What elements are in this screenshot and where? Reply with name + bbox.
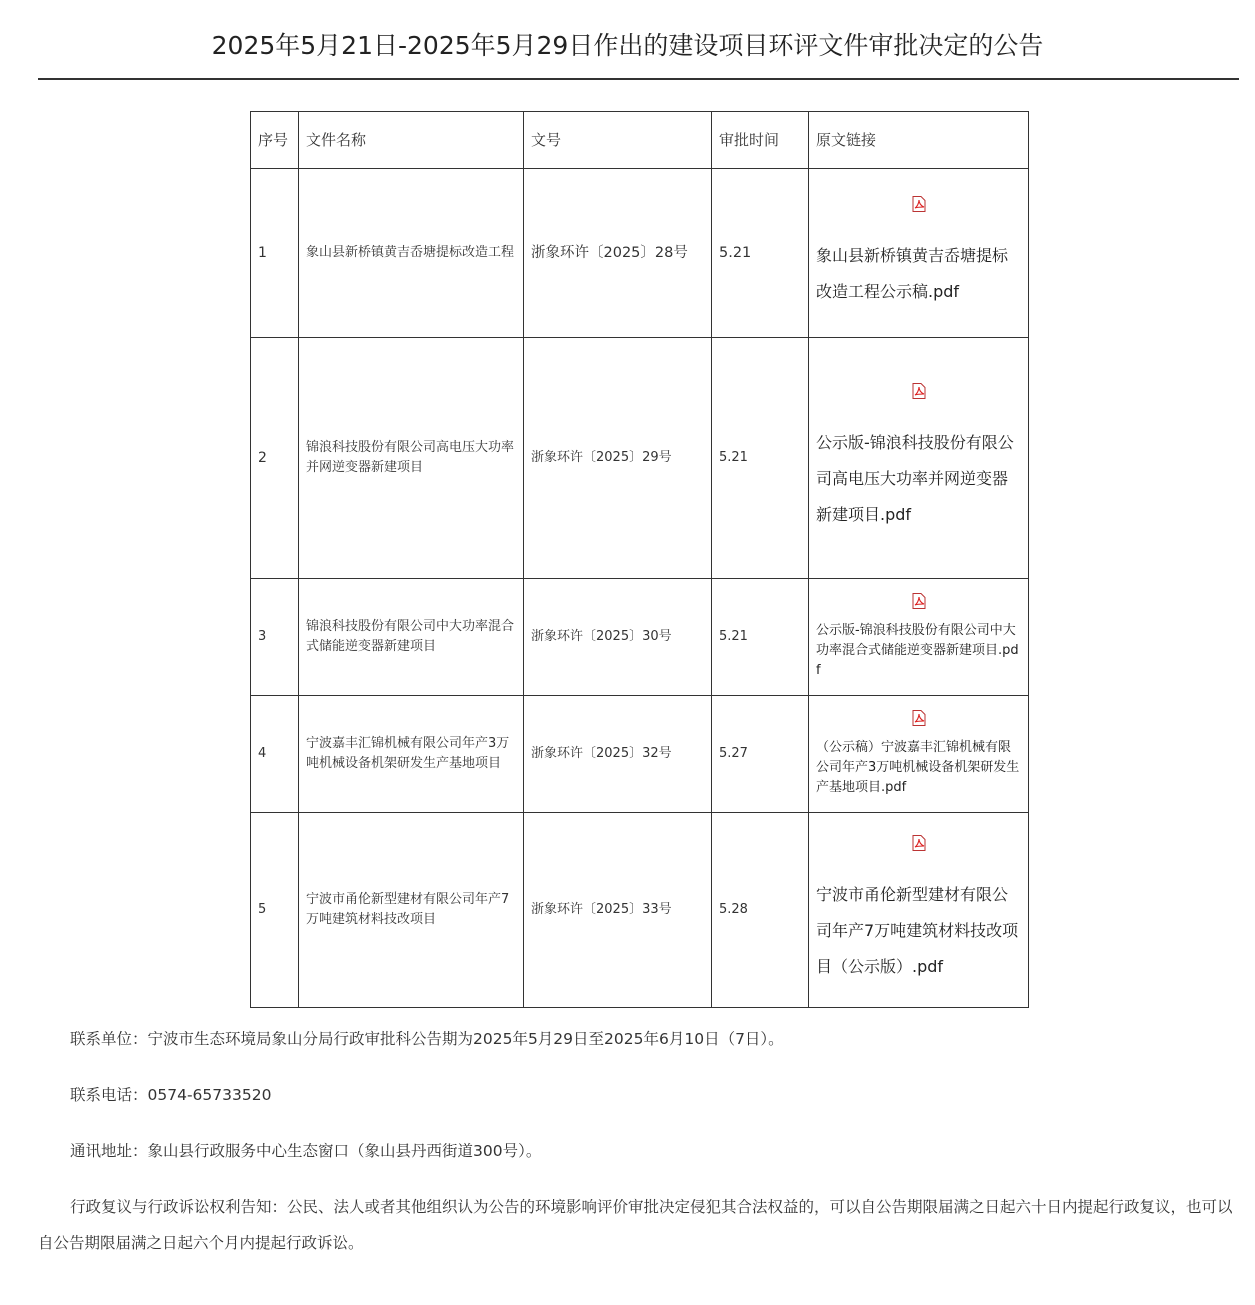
pdf-link[interactable]: 象山县新桥镇黄吉岙塘提标改造工程公示稿.pdf	[816, 246, 1009, 301]
header-link: 原文链接	[809, 112, 1029, 169]
pdf-link[interactable]: （公示稿）宁波嘉丰汇锦机械有限公司年产3万吨机械设备机架研发生产基地项目.pdf	[816, 740, 1020, 795]
row-date: 5.21	[712, 169, 809, 338]
row-date: 5.28	[712, 813, 809, 1008]
row-no: 5	[251, 813, 299, 1008]
rights-notice: 行政复议与行政诉讼权利告知：公民、法人或者其他组织认为公告的环境影响评价审批决定侵犯其合法权益的，可以自公告期限届满之日起六十日内提起行政复议，也可以自公告期限届满之日起六个月内提起行政诉讼。	[38, 1198, 1233, 1252]
row-link-cell	[809, 696, 1029, 813]
row-doc-no: 浙象环许〔2025〕28号	[524, 169, 712, 338]
table-row	[251, 169, 1029, 338]
row-doc-no: 浙象环许〔2025〕33号	[524, 813, 712, 1008]
row-link-cell	[809, 338, 1029, 579]
row-name: 锦浪科技股份有限公司高电压大功率并网逆变器新建项目	[299, 338, 524, 579]
header-name: 文件名称	[299, 112, 524, 169]
pdf-link[interactable]: 宁波市甬伦新型建材有限公司年产7万吨建筑材料技改项目（公示版）.pdf	[816, 885, 1019, 976]
contact-address: 通讯地址：象山县行政服务中心生态窗口（象山县丹西街道300号）。	[70, 1142, 542, 1160]
pdf-file-icon[interactable]	[912, 710, 926, 726]
row-no: 2	[251, 338, 299, 579]
page-title: 2025年5月21日-2025年5月29日作出的建设项目环评文件审批决定的公告	[211, 31, 1044, 60]
title-divider	[38, 78, 1239, 80]
row-name: 宁波市甬伦新型建材有限公司年产7万吨建筑材料技改项目	[299, 813, 524, 1008]
pdf-file-icon[interactable]	[912, 383, 926, 399]
pdf-link[interactable]: 公示版-锦浪科技股份有限公司中大功率混合式储能逆变器新建项目.pdf	[816, 623, 1019, 678]
table-header-row	[251, 112, 1029, 169]
row-no: 4	[251, 696, 299, 813]
pdf-file-icon[interactable]	[912, 835, 926, 851]
row-name: 宁波嘉丰汇锦机械有限公司年产3万吨机械设备机架研发生产基地项目	[299, 696, 524, 813]
approval-table	[250, 111, 1029, 1008]
row-date: 5.27	[712, 696, 809, 813]
pdf-file-icon[interactable]	[912, 196, 926, 212]
header-no: 序号	[251, 112, 299, 169]
table-row	[251, 338, 1029, 579]
row-date: 5.21	[712, 579, 809, 696]
row-doc-no: 浙象环许〔2025〕30号	[524, 579, 712, 696]
row-date: 5.21	[712, 338, 809, 579]
table-row	[251, 579, 1029, 696]
row-name: 锦浪科技股份有限公司中大功率混合式储能逆变器新建项目	[299, 579, 524, 696]
row-doc-no: 浙象环许〔2025〕32号	[524, 696, 712, 813]
row-no: 1	[251, 169, 299, 338]
contact-unit: 联系单位：宁波市生态环境局象山分局行政审批科公告期为2025年5月29日至2025年6月10日（7日）。	[70, 1030, 784, 1048]
row-link-cell	[809, 813, 1029, 1008]
row-no: 3	[251, 579, 299, 696]
header-date: 审批时间	[712, 112, 809, 169]
row-link-cell	[809, 579, 1029, 696]
pdf-link[interactable]: 公示版-锦浪科技股份有限公司高电压大功率并网逆变器新建项目.pdf	[816, 433, 1014, 524]
contact-phone: 联系电话：0574-65733520	[70, 1086, 272, 1104]
header-doc-no: 文号	[524, 112, 712, 169]
row-name: 象山县新桥镇黄吉岙塘提标改造工程	[299, 169, 524, 338]
pdf-file-icon[interactable]	[912, 593, 926, 609]
table-row	[251, 813, 1029, 1008]
row-link-cell	[809, 169, 1029, 338]
row-doc-no: 浙象环许〔2025〕29号	[524, 338, 712, 579]
table-row	[251, 696, 1029, 813]
